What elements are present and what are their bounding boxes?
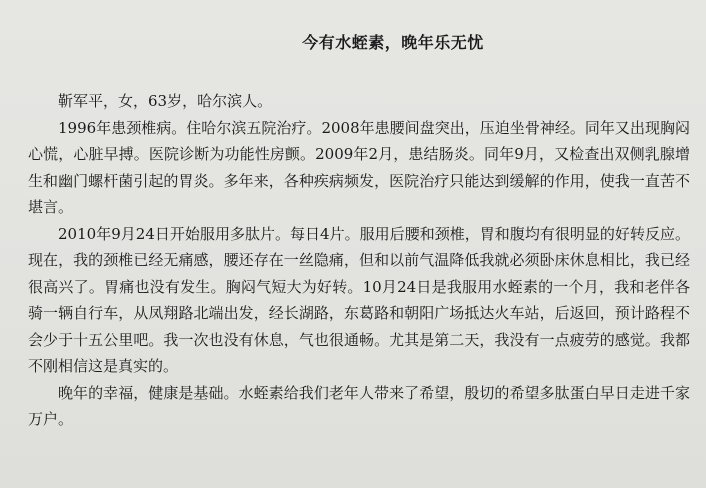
paragraph-intro: 靳军平，女，63岁，哈尔滨人。 <box>58 92 273 110</box>
paragraph-treatment: 2010年9月24日开始服用多肽片。每日4片。服用后腰和颈椎，胃和腹均有很明显的好转反应。现在，我的颈椎已经无痛感，腰还存在一丝隐痛，但和以前气温降低我就必须卧床休息相比，我已经很高兴了。胃痛也没有发生。胸闷气短大为好转。10月24日是我服用水蛭素的一个月，我和老伴各骑一辆自行车，从凤翔路北端出发，经长湖路，东葛路和朝阳广场抵达火车站，后返回，预计路程不会少于十五公里吧。我一次也没有休息，气也很通畅。尤其是第二天，我没有一点疲劳的感觉。我都不刚相信这是真实的。 <box>28 224 690 375</box>
document-body <box>28 88 690 433</box>
document-title: 今有水蛭素，晚年乐无忧 <box>302 33 484 52</box>
paragraph-history: 1996年患颈椎病。住哈尔滨五院治疗。2008年患腰间盘突出，压迫坐骨神经。同年又出现胸闷心慌，心脏早搏。医院诊断为功能性房颤。2009年2月，患结肠炎。同年9月，又检查出双侧乳腺增生和幽门螺杆菌引起的胃炎。多年来，各种疾病频发，医院治疗只能达到缓解的作用，使我一直苦不堪言。 <box>28 118 690 216</box>
paragraph-conclusion: 晚年的幸福，健康是基础。水蛭素给我们老年人带来了希望，殷切的希望多肽蛋白早日走进千家万户。 <box>28 383 690 428</box>
